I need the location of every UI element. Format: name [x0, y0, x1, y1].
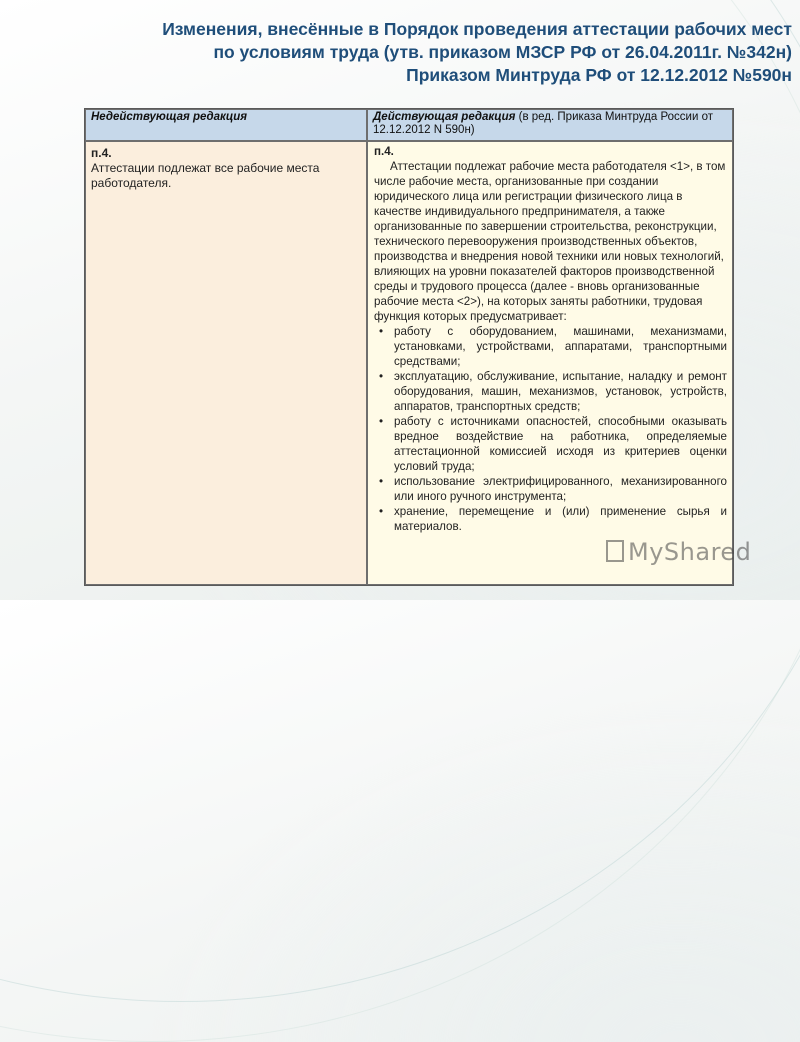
list-item: • хранение, перемещение и (или) применение сырья и материалов.: [394, 504, 727, 534]
old-edition-text: Аттестации подлежат все рабочие места работодателя.: [91, 161, 320, 190]
old-edition-cell: [85, 141, 367, 585]
old-edition-header: Недействующая редакция: [85, 109, 367, 141]
clause-number: п.4.: [374, 145, 394, 158]
new-edition-intro: Аттестации подлежат рабочие места работодателя <1>, в том числе рабочие места, организованные при создании юридического лица или регистрации физического лица в качестве индивидуального предпринимателя, а также организованные по завершении строительства, реконструкции, технического перевооружения производственных объектов, производства и внедрения новой техники или новых технологий, влияющих на уровни показателей факторов производственной среды и трудового процесса (далее - вновь организованные рабочие места <2>), на которых заняты работники, трудовая функция которых предусматривает:: [374, 160, 726, 323]
watermark-logo: [606, 538, 751, 566]
title-line: Приказом Минтруда РФ от 12.12.2012 №590н: [406, 65, 792, 85]
requirements-list: [374, 324, 727, 534]
list-item: • использование электрифицированного, механизированного или иного ручного инструмента;: [394, 474, 727, 504]
list-item: • работу с источниками опасностей, способными оказывать вредное воздействие на работника, определяемые аттестационной комиссией исходя из критериев оценки условий труда;: [394, 414, 727, 474]
presentation-icon: [606, 540, 624, 562]
new-edition-header-note: (в ред. Приказа Минтруда России от 12.12.2012 N 590н): [373, 111, 713, 136]
list-item: • работу с оборудованием, машинами, механизмами, установками, устройствами, аппаратами, транспортными средствами;: [394, 324, 727, 369]
clause-number: п.4.: [91, 146, 112, 160]
title-line: Изменения, внесённые в Порядок проведения аттестации рабочих мест: [162, 19, 792, 39]
list-item: • эксплуатацию, обслуживание, испытание, наладку и ремонт оборудования, машин, механизмов, установок, устройств, аппаратов, транспортных средств;: [394, 369, 727, 414]
comparison-table: [84, 108, 734, 586]
slide-title: [60, 18, 792, 87]
title-line: по условиям труда (утв. приказом МЗСР РФ от 26.04.2011г. №342н): [213, 42, 792, 62]
new-edition-header: [367, 109, 733, 141]
new-edition-cell: [367, 141, 733, 585]
watermark-text: MyShared: [628, 538, 752, 566]
new-edition-header-title: Действующая редакция: [373, 111, 516, 123]
